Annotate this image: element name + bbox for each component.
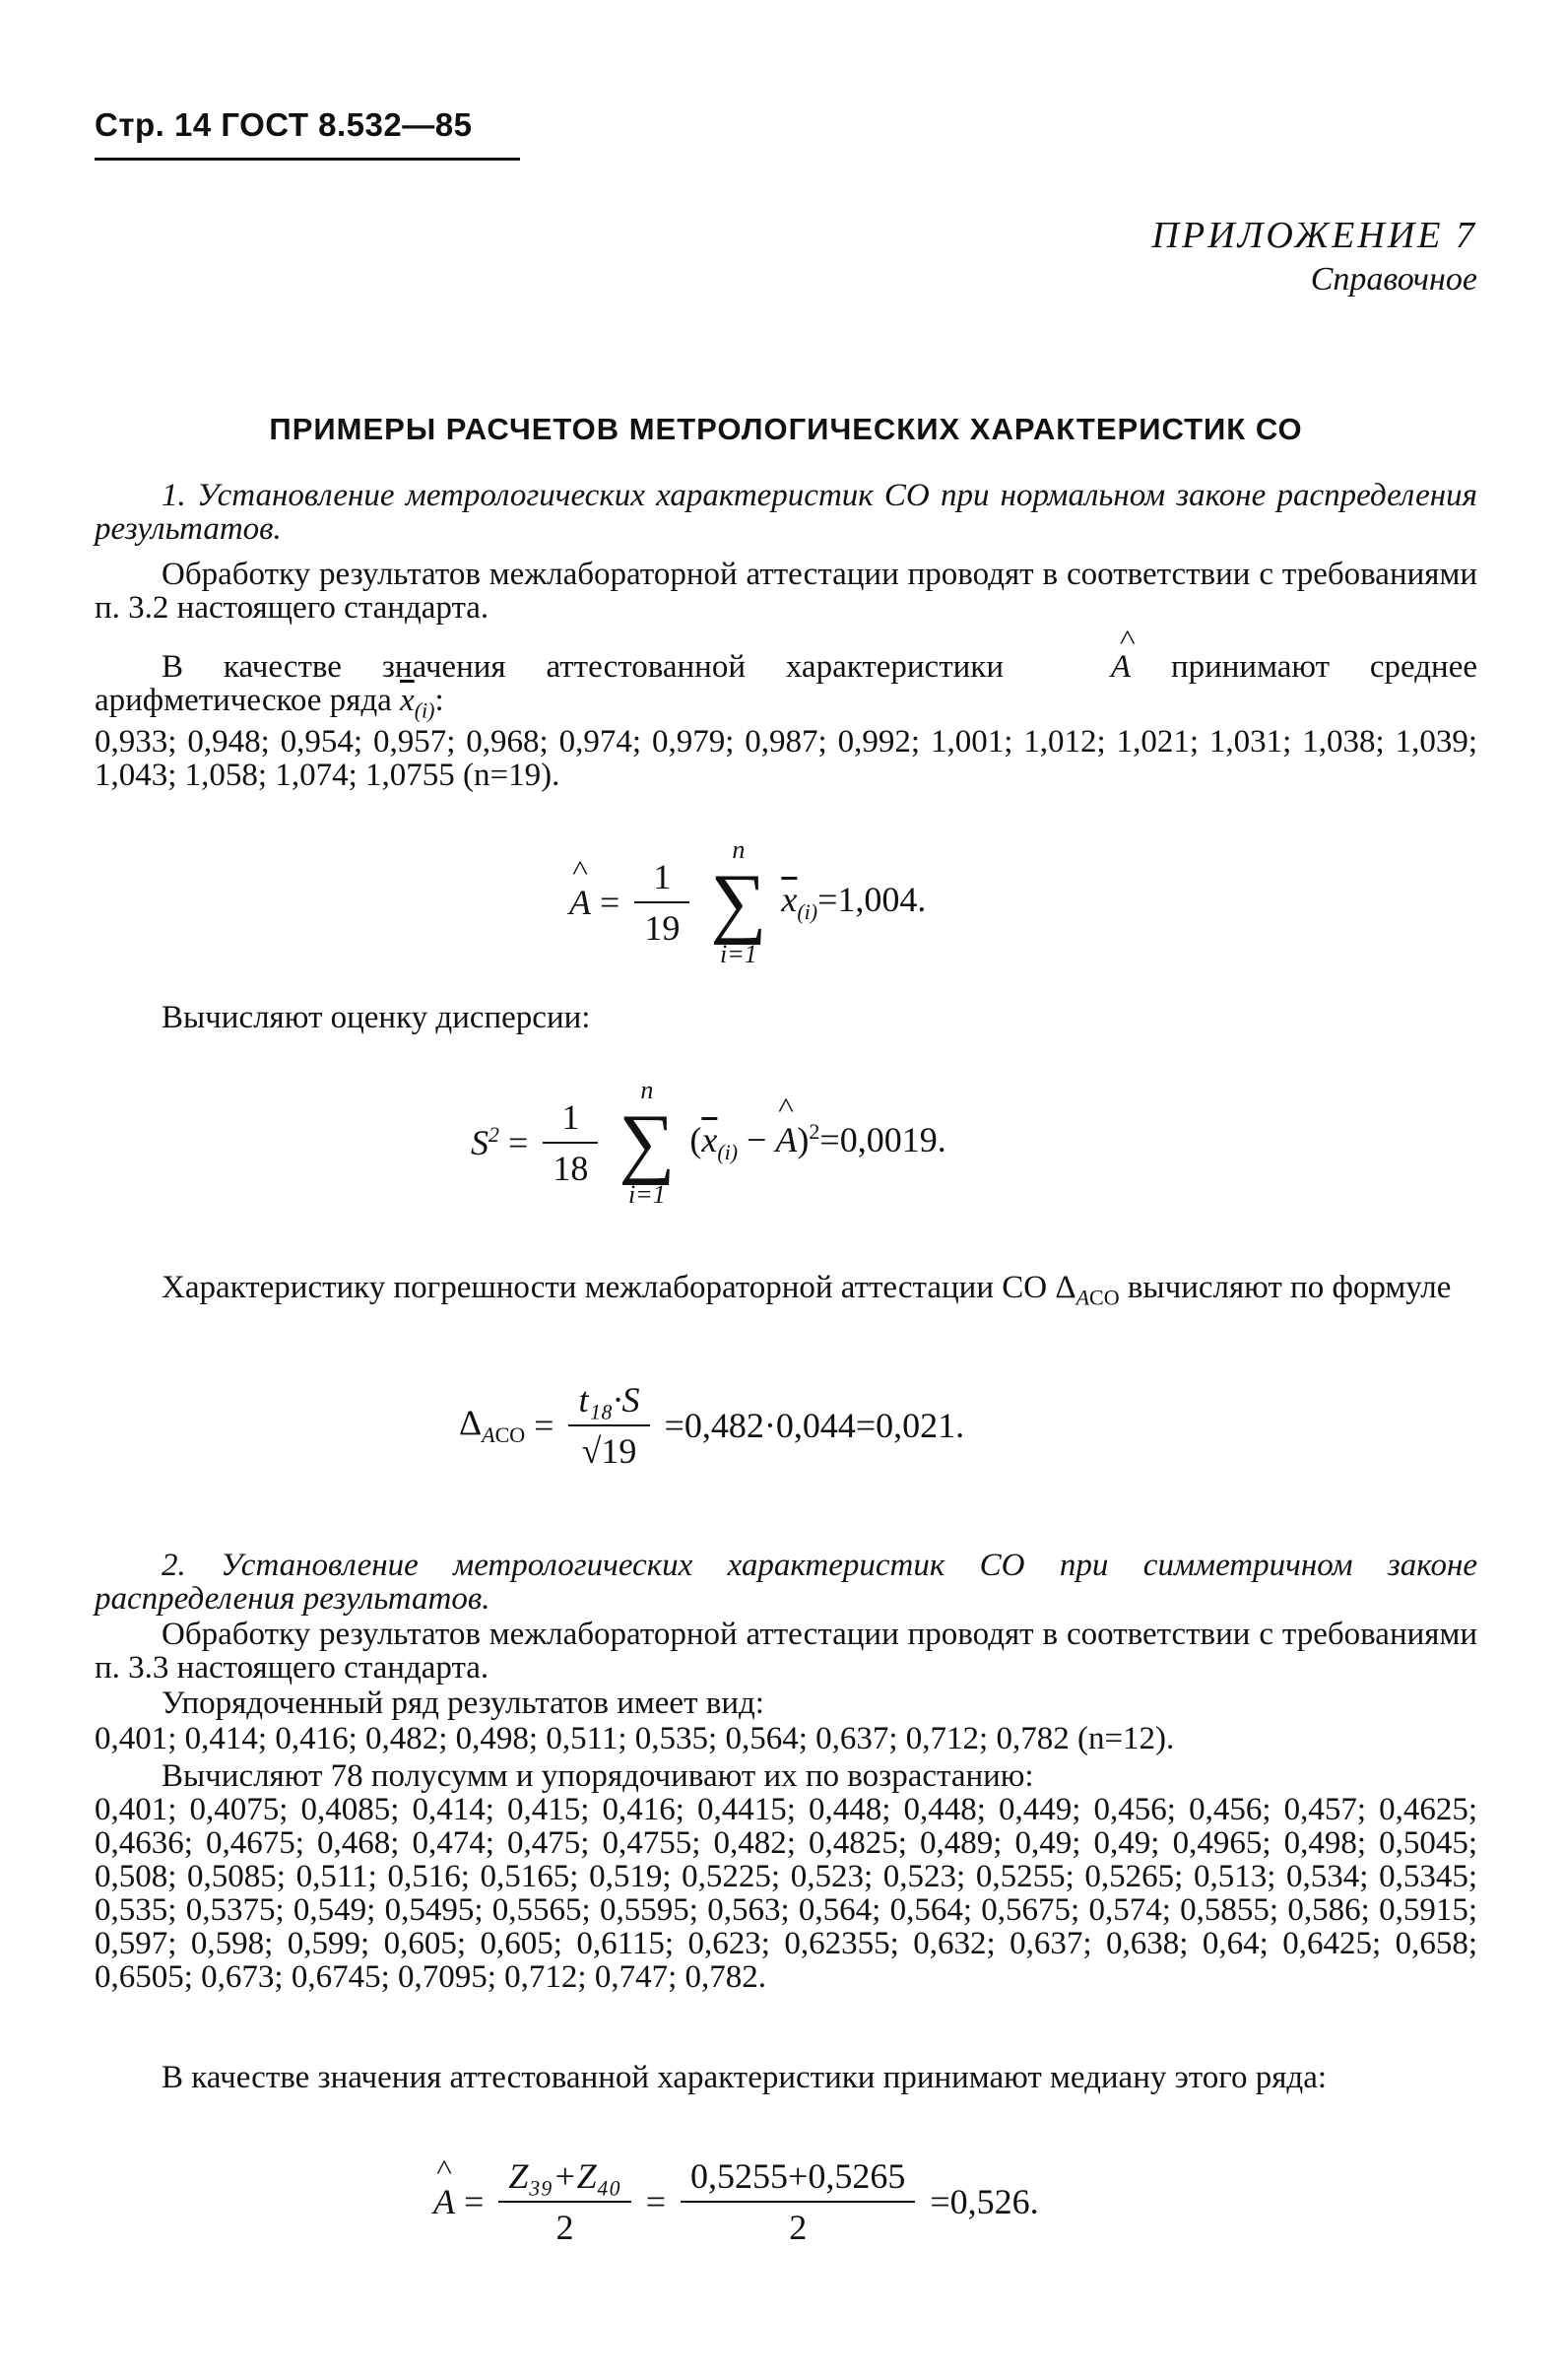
section2-series: 0,401; 0,414; 0,416; 0,482; 0,498; 0,511; 0,535; 0,564; 0,637; 0,712; 0,782 (n=12). — [95, 1721, 1175, 1756]
formula-variance: $S^2$ = $\frac{1}{18}$ n ∑ i=1 ($\overline{x}_{(i)}$ − ^ A)$^2$=0,0019. — [471, 1078, 946, 1208]
x-bar-symbol: $\overline{x}$ — [400, 683, 415, 718]
para2-text-b: принимают среднее арифметическое ряда — [95, 649, 1478, 718]
sum-symbol: n ∑ i=1 — [619, 1076, 676, 1209]
para2-text-a: В качестве значения аттестованной характеристики — [162, 649, 1004, 685]
characteristic-text: Характеристику погрешности межлабораторной аттестации СО $\Delta_{ACO}$ вычисляют по формуле — [162, 1270, 1452, 1310]
section2-para3: Вычисляют 78 полусумм и упорядочивают их по возрастанию: — [162, 1758, 1034, 1794]
header-rule — [95, 158, 520, 161]
appendix-subtitle: Справочное — [1310, 261, 1477, 298]
a-hat-symbol: ^ A — [1044, 650, 1131, 684]
section1-para1: Обработку результатов межлабораторной аттестации проводят в соответствии с требованиями п. 3.2 настоящего стандарта. — [95, 557, 1477, 626]
section2-para2: Упорядоченный ряд результатов имеет вид: — [162, 1686, 764, 1721]
section2-para4: В качестве значения аттестованной характеристики принимают медиану этого ряда: — [162, 2060, 1328, 2095]
formula-mean: ^ A = $\frac{1}{19}$ n ∑ i=1 $\overline{x}_{(i)}=1,004$. — [569, 837, 926, 967]
formula-median: ^ A = $\frac{\text{Z₃₉+Z₄₀}}{2}$ = $\frac{0,5255+0,5265}{2}$ =0,526. — [433, 2155, 1039, 2248]
section2-heading: 2. Установление метрологических характеристик СО при симметричном законе распределения результатов. — [95, 1548, 1477, 1617]
formula-error: $\Delta_{ACO}$ = $\frac{\text{t₁₈·S}}{√19}$ =0,482·0,044=0,021. — [459, 1380, 965, 1471]
main-title: ПРИМЕРЫ РАСЧЕТОВ МЕТРОЛОГИЧЕСКИХ ХАРАКТЕРИСТИК СО — [269, 412, 1303, 446]
sum-symbol: n ∑ i=1 — [710, 835, 767, 968]
section1-heading: 1. Установление метрологических характеристик СО при нормальном законе распределения результатов. — [95, 478, 1477, 547]
section2-halfsums: 0,401; 0,4075; 0,4085; 0,414; 0,415; 0,416; 0,4415; 0,448; 0,448; 0,449; 0,456; 0,456; 0,457; 0,4625; 0,4636; 0,4675; 0,468; 0,474; 0,475; 0,4755; 0,482; 0,4825; 0,489; 0,49; 0,49; 0,4965; 0,498; 0,5045; 0,508; 0,5085; 0,511; 0,516; 0,5165; 0,519; 0,5225; 0,523; 0,523; 0,5255; 0,5265; 0,513; 0,534; 0,5345; 0,535; 0,5375; 0,549; 0,5495; 0,5565; 0,5595; 0,563; 0,564; 0,564; 0,5675; 0,574; 0,5855; 0,586; 0,5915; 0,597; 0,598; 0,599; 0,605; 0,605; 0,6115; 0,623; 0,62355; 0,632; 0,637; 0,638; 0,64; 0,6425; 0,658; 0,6505; 0,673; 0,6745; 0,7095; 0,712; 0,747; 0,782. — [95, 1792, 1477, 1995]
section2-para1: Обработку результатов межлабораторной аттестации проводят в соответствии с требованиями п. 3.3 настоящего стандарта. — [95, 1617, 1477, 1686]
section1-data-series: 0,933; 0,948; 0,954; 0,957; 0,968; 0,974; 0,979; 0,987; 0,992; 1,001; 1,012; 1,021; 1,031; 1,038; 1,039; 1,043; 1,058; 1,074; 1,0755 (n=19). — [95, 724, 1477, 793]
appendix-label — [1152, 213, 1477, 301]
page-header: Стр. 14 ГОСТ 8.532—85 — [95, 106, 473, 143]
variance-intro: Вычисляют оценку дисперсии: — [162, 1000, 591, 1035]
section1-para2: В качестве значения аттестованной характеристики ^ A принимают среднее арифметическое ряда $\overline{x}_{(i)}$: — [95, 650, 1477, 728]
appendix-title: ПРИЛОЖЕНИЕ 7 — [1151, 215, 1477, 256]
